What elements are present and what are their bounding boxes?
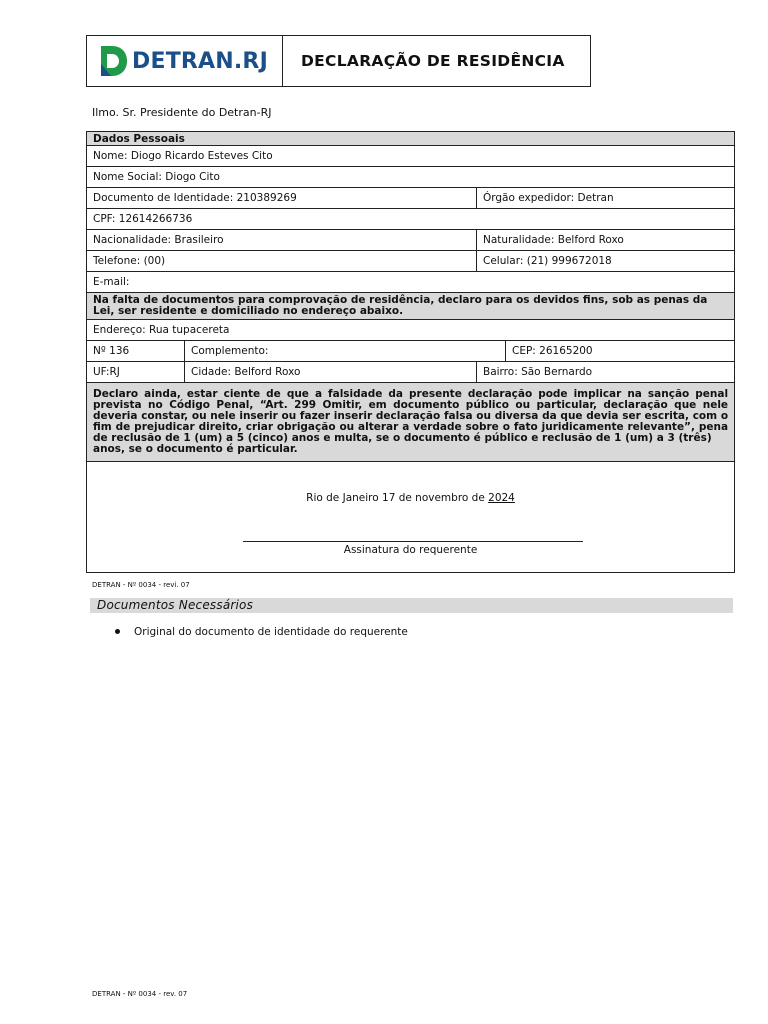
field-telefone: Telefone: (00) (87, 251, 477, 272)
field-naturalidade: Naturalidade: Belford Roxo (477, 230, 735, 251)
documents-section-title: Documentos Necessários (90, 598, 733, 613)
form-code: DETRAN - Nº 0034 - revi. 07 (92, 581, 190, 589)
field-email: E-mail: (87, 272, 735, 293)
field-uf: UF:RJ (87, 362, 185, 383)
declaration-form (86, 131, 735, 573)
document-header (86, 35, 591, 87)
footer-code: DETRAN - Nº 0034 - rev. 07 (92, 990, 188, 998)
field-nome: Nome: Diogo Ricardo Esteves Cito (87, 146, 735, 167)
document-title: DECLARAÇÃO DE RESIDÊNCIA (301, 52, 565, 70)
field-nome-social: Nome Social: Diogo Cito (87, 167, 735, 188)
field-endereco: Endereço: Rua tupacereta (87, 320, 735, 341)
date-line (87, 492, 734, 504)
field-cpf: CPF: 12614266736 (87, 209, 735, 230)
detran-logo (87, 36, 283, 86)
field-cidade: Cidade: Belford Roxo (185, 362, 477, 383)
residence-notice: Na falta de documentos para comprovação de residência, declaro para os devidos fins, sob as penas da Lei, ser residente e domiciliado no endereço abaixo. (87, 293, 735, 320)
field-nacionalidade: Nacionalidade: Brasileiro (87, 230, 477, 251)
list-item (115, 626, 408, 638)
signature-line (243, 541, 583, 542)
date-year: 2024 (488, 492, 515, 504)
logo-text: DETRAN.RJ (132, 48, 268, 74)
bullet-icon (115, 629, 120, 634)
legal-notice-last-line: anos, se o documento é particular. (93, 443, 298, 455)
document-item-label: Original do documento de identidade do requerente (134, 626, 408, 638)
field-orgao: Órgão expedidor: Detran (477, 188, 735, 209)
salutation: Ilmo. Sr. Presidente do Detran-RJ (92, 106, 272, 119)
legal-notice-paragraph: Declaro ainda, estar ciente de que a falsidade da presente declaração pode implicar na sanção penal prevista no Código Penal, “Art. 299 Omitir, em documento público ou particular, declaração que nele deveria constar, ou nele inserir ou fazer inserir declaração falsa ou diversa da que devia ser escrita, com o fim de prejudicar direito, criar obrigação ou alterar a verdade sobre o fato juridicamente relevante”, pena de reclusão de 1 (um) a 5 (cinco) anos e multa, se o documento é público e reclusão de 1 (um) a 3 (três) (93, 388, 729, 444)
field-documento: Documento de Identidade: 210389269 (87, 188, 477, 209)
detran-logo-icon (101, 46, 127, 76)
field-celular: Celular: (21) 999672018 (477, 251, 735, 272)
documents-list (115, 626, 408, 638)
legal-notice (87, 383, 735, 462)
field-cep: CEP: 26165200 (506, 341, 735, 362)
field-numero: Nº 136 (87, 341, 185, 362)
field-bairro: Bairro: São Bernardo (477, 362, 735, 383)
signature-area (87, 462, 735, 573)
signature-label: Assinatura do requerente (343, 544, 478, 556)
field-complemento: Complemento: (185, 341, 506, 362)
date-prefix: Rio de Janeiro 17 de novembro de (306, 492, 489, 504)
section-title-personal: Dados Pessoais (87, 132, 735, 146)
